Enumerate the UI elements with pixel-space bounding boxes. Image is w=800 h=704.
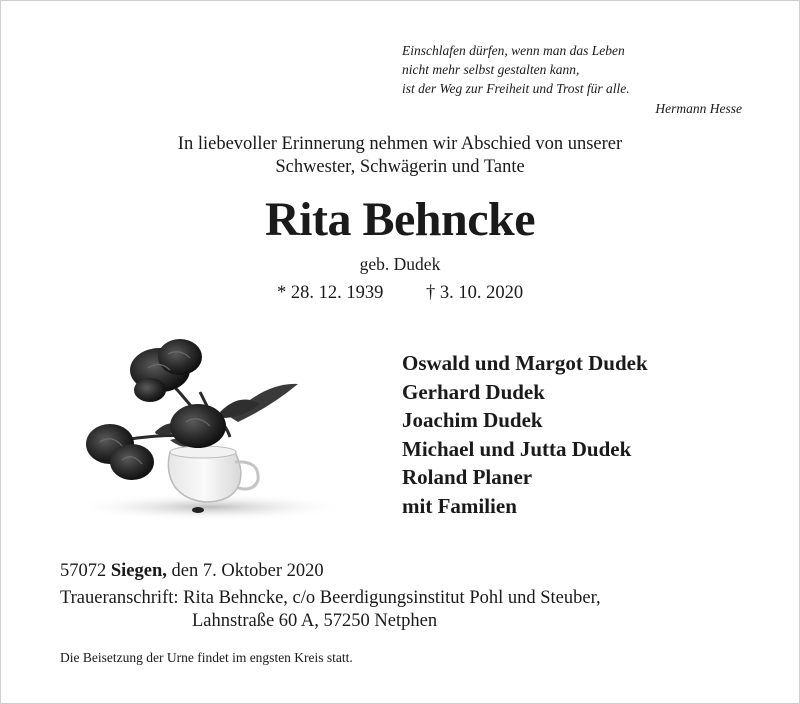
quote-line: ist der Weg zur Freiheit und Trost für alle. [402,81,630,96]
intro-line: Schwester, Schwägerin und Tante [275,157,525,177]
mourner-entry: Oswald und Margot Dudek [402,351,648,375]
quote-line: nicht mehr selbst gestalten kann, [402,62,580,77]
birth-date: * 28. 12. 1939 [276,283,384,303]
mourner-entry: Joachim Dudek [402,408,543,432]
mourner-entry: mit Familien [402,493,517,518]
mourner-entry: Gerhard Dudek [402,379,545,404]
intro-text [100,133,700,179]
quote-line: Einschlafen dürfen, wenn man das Leben [402,43,625,58]
zip-code: 57072 [60,561,107,581]
life-dates [100,283,700,304]
mourner-entry: Michael und Jutta Dudek [402,436,632,461]
deceased-name: Rita Behncke [265,193,535,246]
address-line: Lahnstraße 60 A, 57250 Netphen [192,611,438,631]
born-name: geb. Dudek [359,254,441,274]
address-line: Traueranschrift: Rita Behncke, c/o Beerdigungsinstitut Pohl und Steuber, [60,588,601,608]
mourner-entry: Roland Planer [402,465,533,489]
intro-line: In liebevoller Erinnerung nehmen wir Abschied von unserer [177,134,623,154]
quote-block [402,41,742,118]
city: Siegen, [110,561,167,581]
roses-in-vase-image [70,322,360,527]
mourning-address [60,587,601,633]
quote-author: Hermann Hesse [655,101,742,116]
mourners-list [402,349,648,520]
date: den 7. Oktober 2020 [171,561,324,581]
death-date: † 3. 10. 2020 [425,283,524,303]
place-and-date [60,561,324,582]
burial-note: Die Beisetzung der Urne findet im engsten Kreis statt. [60,650,353,665]
